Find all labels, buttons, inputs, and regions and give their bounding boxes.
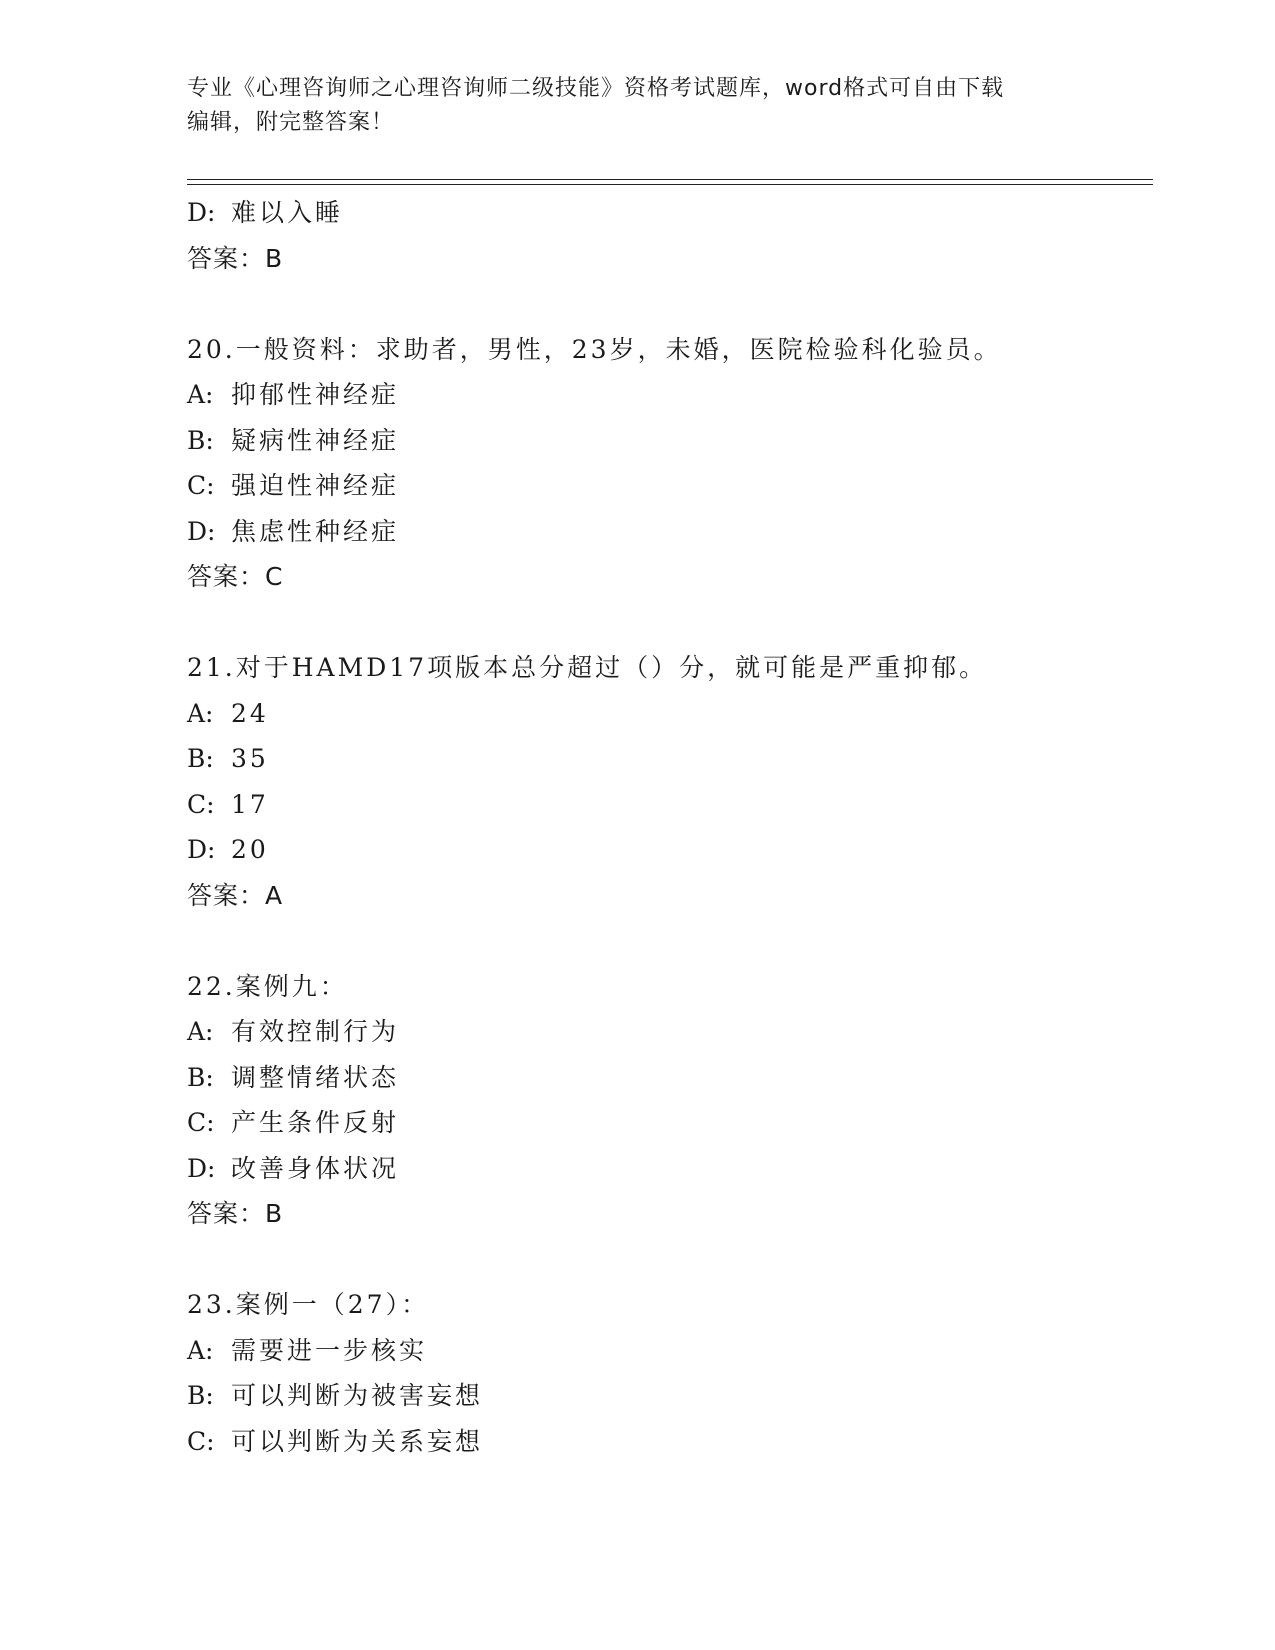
option-key: A:	[187, 698, 214, 728]
header-line-1: 专业《心理咨询师之心理咨询师二级技能》资格考试题库，word格式可自由下载	[187, 76, 1005, 101]
option-c	[187, 463, 1147, 509]
option-c	[187, 782, 1147, 828]
option-text: 17	[231, 789, 269, 819]
option-b	[187, 1055, 1147, 1101]
option-d	[187, 509, 1147, 555]
option-text: 需要进一步核实	[231, 1335, 428, 1365]
spacer	[187, 281, 1147, 327]
option-a	[187, 372, 1147, 418]
option-text: 调整情绪状态	[231, 1062, 400, 1092]
option-text: 可以判断为关系妄想	[231, 1426, 484, 1456]
option-key: D:	[187, 198, 216, 227]
option-key: B:	[187, 744, 214, 773]
document-header	[187, 72, 1087, 140]
answer-line: 答案：A	[187, 880, 284, 910]
option-text: 抑郁性神经症	[231, 380, 400, 409]
option-key: B:	[187, 1381, 214, 1410]
option-key: D:	[187, 516, 216, 546]
option-a	[187, 691, 1147, 737]
question-list	[187, 190, 1147, 1464]
option-key: A:	[187, 1335, 214, 1365]
spacer	[187, 1237, 1147, 1283]
header-divider-top	[187, 179, 1153, 180]
answer-line: 答案：B	[187, 243, 284, 273]
option-text: 产生条件反射	[231, 1108, 400, 1137]
option-a	[187, 1328, 1147, 1374]
option-text: 疑病性神经症	[231, 425, 400, 455]
option-key: B:	[187, 1062, 214, 1092]
option-text: 难以入睡	[231, 198, 344, 227]
option-text: 可以判断为被害妄想	[231, 1381, 484, 1410]
question-stem-22: 22.案例九：	[187, 971, 348, 1001]
header-divider-bottom	[187, 184, 1153, 185]
option-d	[187, 827, 1147, 873]
option-text: 焦虑性种经症	[231, 516, 400, 546]
option-key: D:	[187, 1153, 216, 1183]
option-key: A:	[187, 380, 214, 409]
option-b	[187, 1373, 1147, 1419]
option-key: A:	[187, 1017, 214, 1046]
option-c	[187, 1419, 1147, 1465]
option-text: 有效控制行为	[231, 1017, 400, 1046]
spacer	[187, 600, 1147, 646]
option-key: C:	[187, 1426, 215, 1456]
option-b	[187, 418, 1147, 464]
option-a	[187, 1009, 1147, 1055]
option-text: 改善身体状况	[231, 1153, 400, 1183]
option-key: C:	[187, 471, 215, 500]
option-text: 20	[231, 835, 269, 864]
question-stem-23: 23.案例一（27）：	[187, 1290, 430, 1319]
option-b	[187, 736, 1147, 782]
question-stem-20: 20.一般资料：求助者，男性，23岁，未婚，医院检验科化验员。	[187, 334, 1002, 364]
option-key: D:	[187, 835, 216, 864]
spacer	[187, 918, 1147, 964]
question-stem-21: 21.对于HAMD17项版本总分超过（）分，就可能是严重抑郁。	[187, 653, 988, 682]
answer-line: 答案：B	[187, 1199, 284, 1228]
option-text: 35	[231, 744, 269, 773]
header-line-2: 编辑，附完整答案！	[187, 110, 395, 135]
option-key: C:	[187, 1108, 215, 1137]
option-key: B:	[187, 425, 214, 455]
option-d	[187, 1146, 1147, 1192]
option-d	[187, 190, 1147, 236]
option-text: 24	[231, 698, 269, 728]
option-key: C:	[187, 789, 215, 819]
option-text: 强迫性神经症	[231, 471, 400, 500]
answer-line: 答案：C	[187, 562, 284, 591]
option-c	[187, 1100, 1147, 1146]
